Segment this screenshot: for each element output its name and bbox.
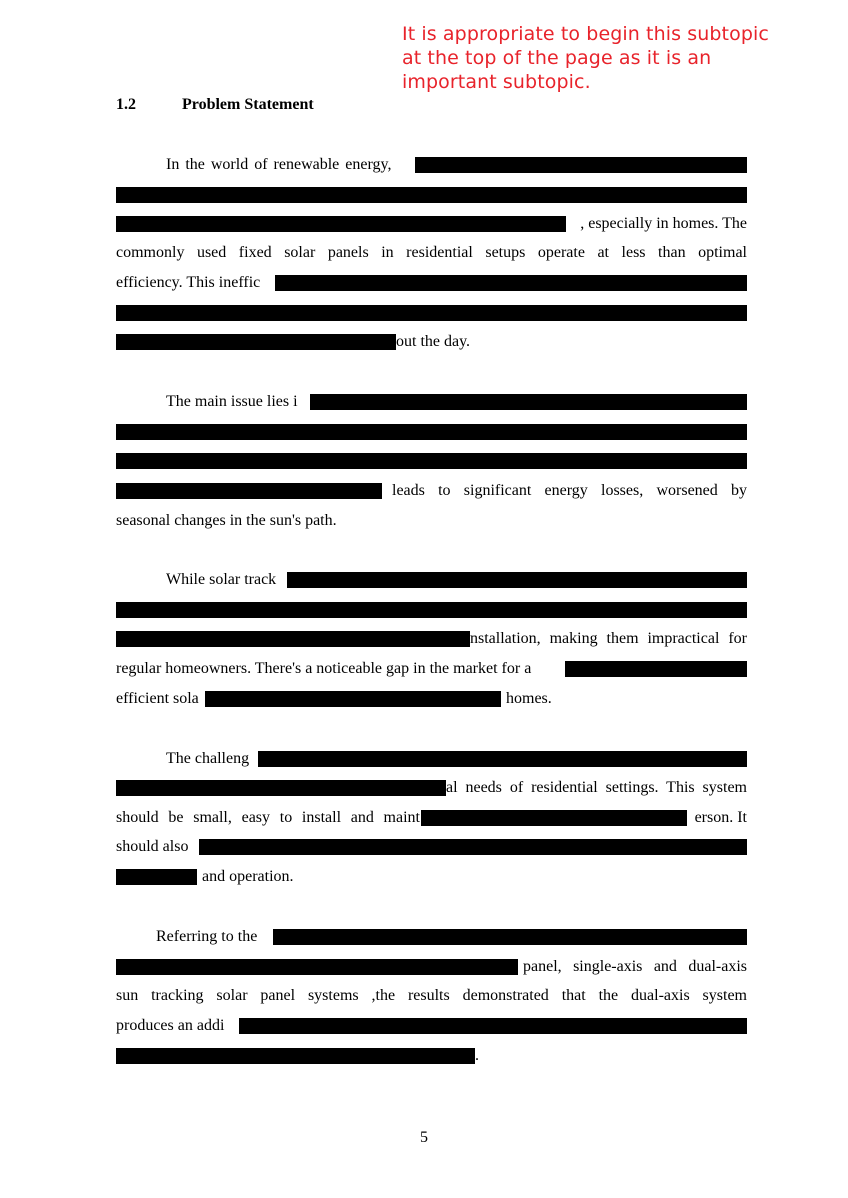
redaction-bar: [116, 453, 747, 469]
redaction-bar: [205, 691, 501, 707]
redaction-bar: [421, 810, 687, 826]
redaction-bar: [239, 1018, 747, 1034]
text-span: produces an addi: [116, 1017, 225, 1034]
p3-line-1: [116, 569, 747, 591]
redaction-bar: [116, 334, 396, 350]
p1-line-4: commonly used fixed solar panels in residential setups operate at less than optimal: [116, 244, 747, 261]
p1-line-7: [116, 331, 747, 353]
p2-line-4: [116, 480, 747, 502]
p3-line-4: [116, 658, 747, 680]
annotation-line-2: at the top of the page as it is an: [402, 47, 712, 69]
section-title: Problem Statement: [182, 96, 314, 113]
text-span: nstallation, making them impractical for: [470, 630, 747, 647]
text-span: .: [475, 1047, 479, 1064]
text-span: and operation.: [202, 868, 294, 885]
p4-line-4: [116, 836, 747, 858]
p5-line-3: sun tracking solar panel systems ,the results demonstrated that the dual-axis system: [116, 987, 747, 1004]
p5-line-5: [116, 1045, 747, 1067]
redaction-bar: [415, 157, 747, 173]
redaction-bar: [116, 780, 446, 796]
redaction-bar: [116, 216, 566, 232]
text-span: , especially in homes. The: [580, 215, 747, 232]
text-span: leads to significant energy losses, worsened by: [392, 482, 747, 499]
p1-line-2: [116, 184, 747, 206]
reviewer-annotation: [402, 22, 822, 94]
redaction-bar: [275, 275, 747, 291]
redaction-bar: [116, 631, 470, 647]
p4-line-5: [116, 866, 747, 888]
redaction-bar: [199, 839, 747, 855]
redaction-bar: [116, 602, 747, 618]
section-number: 1.2: [116, 96, 136, 113]
p1-line-5: [116, 272, 747, 294]
text-span: In the world of renewable energy,: [166, 156, 392, 173]
text-span: The main issue lies i: [166, 393, 298, 410]
redaction-bar: [116, 959, 518, 975]
redaction-bar: [116, 305, 747, 321]
p2-line-5: seasonal changes in the sun's path.: [116, 512, 337, 529]
text-span: The challeng: [166, 750, 250, 767]
redaction-bar: [258, 751, 747, 767]
p5-line-2: [116, 956, 747, 978]
redaction-bar: [116, 483, 382, 499]
text-span: efficiency. This ineffic: [116, 274, 261, 291]
redaction-bar: [116, 1048, 475, 1064]
page-number: 5: [420, 1129, 428, 1146]
text-span: al needs of residential settings. This system: [446, 779, 747, 796]
redaction-bar: [116, 424, 747, 440]
text-span: should also: [116, 838, 189, 855]
text-span: erson. It: [694, 809, 747, 826]
p4-line-2: [116, 777, 747, 799]
text-span: regular homeowners. There's a noticeable gap in the market for a: [116, 660, 532, 677]
p2-line-1: [116, 391, 747, 413]
redaction-bar: [273, 929, 747, 945]
p1-line-6: [116, 302, 747, 324]
annotation-line-1: It is appropriate to begin this subtopic: [402, 23, 769, 45]
redaction-bar: [565, 661, 747, 677]
p2-line-3: [116, 450, 747, 472]
text-span: should be small, easy to install and maint: [116, 809, 420, 826]
annotation-line-3: important subtopic.: [402, 71, 591, 93]
p3-line-2: [116, 599, 747, 621]
text-span: Referring to the: [156, 928, 258, 945]
text-span: efficient sola: [116, 690, 199, 707]
p5-line-4: [116, 1015, 747, 1037]
p5-line-1: [116, 926, 747, 948]
text-span: out the day.: [396, 333, 471, 350]
p3-line-3: [116, 628, 747, 650]
redaction-bar: [116, 187, 747, 203]
redaction-bar: [310, 394, 747, 410]
p4-line-3: [116, 807, 747, 829]
p3-line-5: [116, 688, 747, 710]
p1-line-3: [116, 213, 747, 235]
p1-line-1: [116, 154, 747, 176]
text-span: While solar track: [166, 571, 277, 588]
redaction-bar: [287, 572, 747, 588]
redaction-bar: [116, 869, 197, 885]
text-span: homes.: [506, 690, 552, 707]
p4-line-1: [116, 748, 747, 770]
text-span: panel, single-axis and dual-axis: [523, 958, 747, 975]
p2-line-2: [116, 421, 747, 443]
